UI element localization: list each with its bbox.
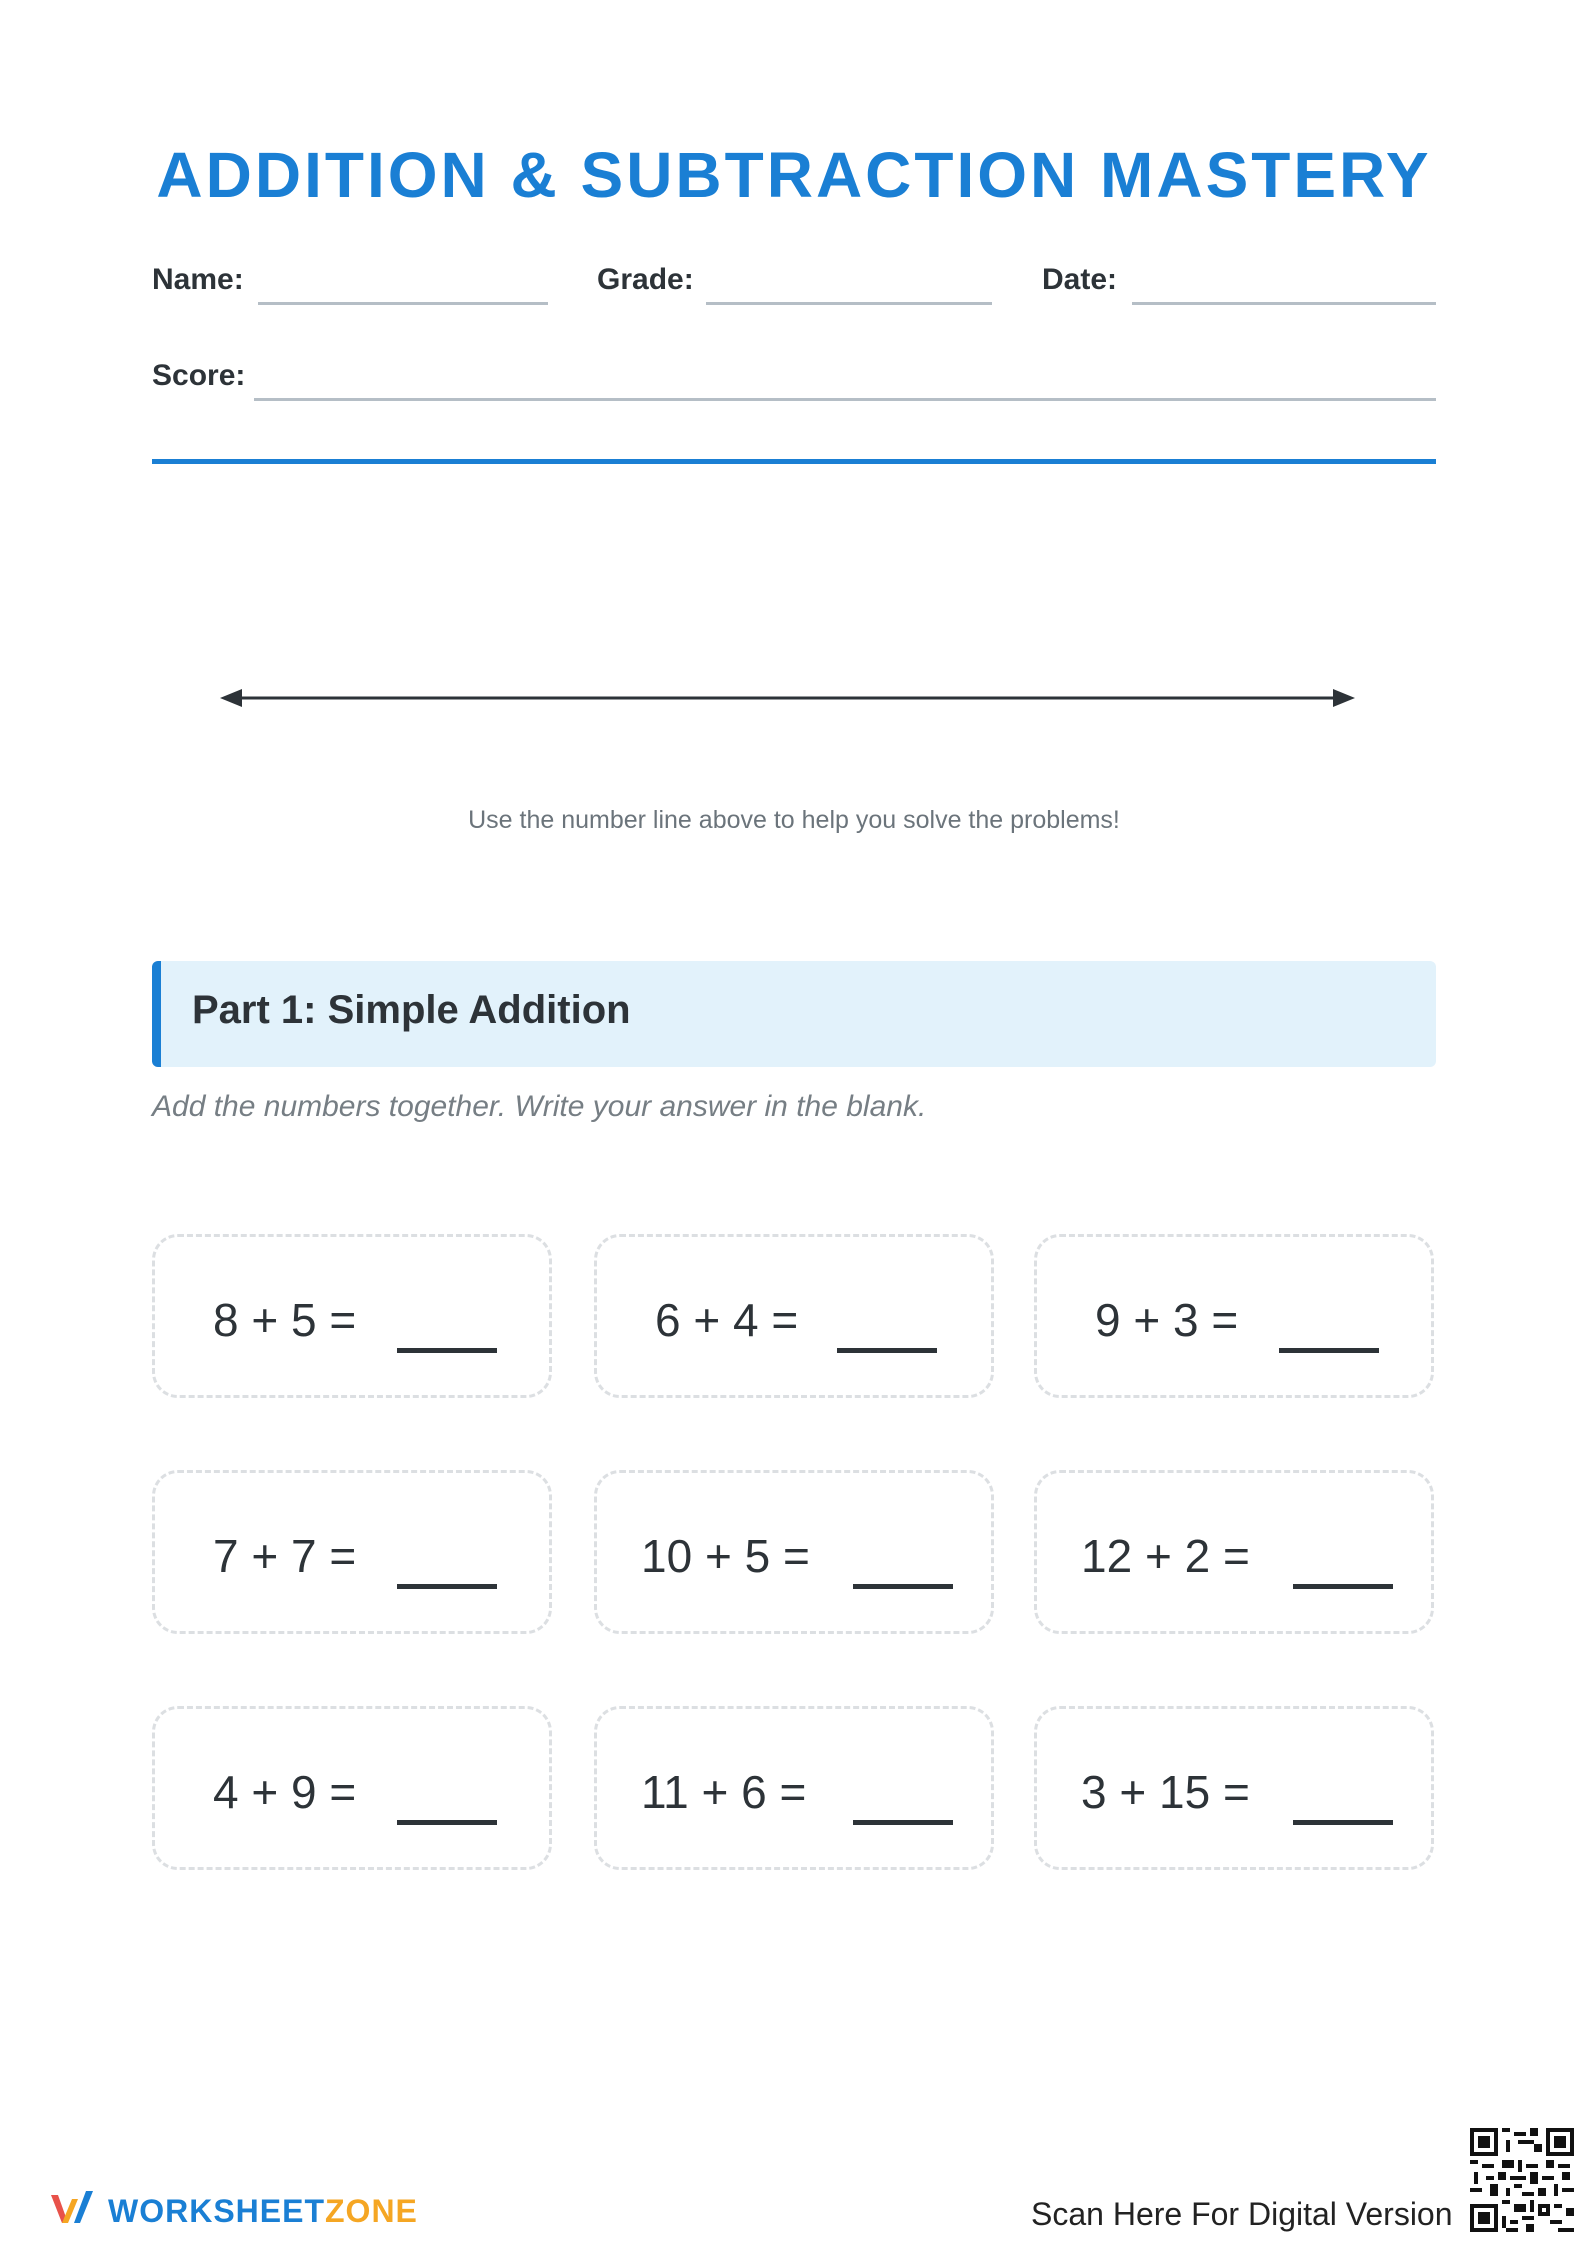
problem-expression: 7 + 7 = — [213, 1530, 357, 1582]
brand-accent: ZONE — [325, 2193, 418, 2229]
answer-blank[interactable] — [1279, 1348, 1379, 1353]
problem-card — [594, 1706, 994, 1870]
brand-main: WORKSHEET — [108, 2193, 325, 2229]
problem-expression: 3 + 15 = — [1081, 1766, 1250, 1818]
grade-line — [706, 302, 992, 305]
problem-card — [594, 1470, 994, 1634]
problem-expression: 12 + 2 = — [1081, 1530, 1250, 1582]
answer-blank[interactable] — [853, 1584, 953, 1589]
problem-expression: 10 + 5 = — [641, 1530, 810, 1582]
problem-card — [152, 1470, 552, 1634]
problem-expression: 9 + 3 = — [1095, 1294, 1239, 1346]
date-label: Date: — [1042, 263, 1118, 296]
problem-card — [594, 1234, 994, 1398]
problem-expression: 11 + 6 = — [641, 1766, 807, 1818]
name-line — [258, 302, 548, 305]
problem-card — [1034, 1470, 1434, 1634]
problem-expression: 6 + 4 = — [655, 1294, 799, 1346]
answer-blank[interactable] — [1293, 1820, 1393, 1825]
header-divider — [152, 459, 1436, 464]
problem-card — [152, 1706, 552, 1870]
date-line — [1132, 302, 1436, 305]
number-line-left-arrow — [220, 689, 242, 707]
answer-blank[interactable] — [397, 1584, 497, 1589]
part1-instructions: Add the numbers together. Write your answer in the blank. — [152, 1090, 927, 1123]
worksheet-title: ADDITION & SUBTRACTION MASTERY — [156, 139, 1432, 211]
brand-name — [108, 2193, 418, 2230]
problem-card — [1034, 1706, 1434, 1870]
problem-expression: 4 + 9 = — [213, 1766, 357, 1818]
number-line-right-arrow — [1333, 689, 1355, 707]
answer-blank[interactable] — [1293, 1584, 1393, 1589]
score-line — [254, 398, 1436, 401]
problem-expression: 8 + 5 = — [213, 1294, 357, 1346]
problem-card — [1034, 1234, 1434, 1398]
score-label: Score: — [152, 359, 246, 392]
number-line-hint: Use the number line above to help you solve the problems! — [468, 806, 1120, 834]
qr-code-icon[interactable] — [1470, 2128, 1574, 2232]
answer-blank[interactable] — [853, 1820, 953, 1825]
part1-header — [152, 961, 1436, 1067]
worksheetzone-logo-icon — [48, 2185, 96, 2229]
grade-label: Grade: — [597, 263, 694, 296]
problem-card — [152, 1234, 552, 1398]
answer-blank[interactable] — [397, 1820, 497, 1825]
number-line — [220, 680, 1360, 716]
answer-blank[interactable] — [397, 1348, 497, 1353]
name-label: Name: — [152, 263, 244, 296]
part1-title: Part 1: Simple Addition — [192, 988, 631, 1032]
answer-blank[interactable] — [837, 1348, 937, 1353]
scan-text: Scan Here For Digital Version — [1031, 2196, 1453, 2232]
